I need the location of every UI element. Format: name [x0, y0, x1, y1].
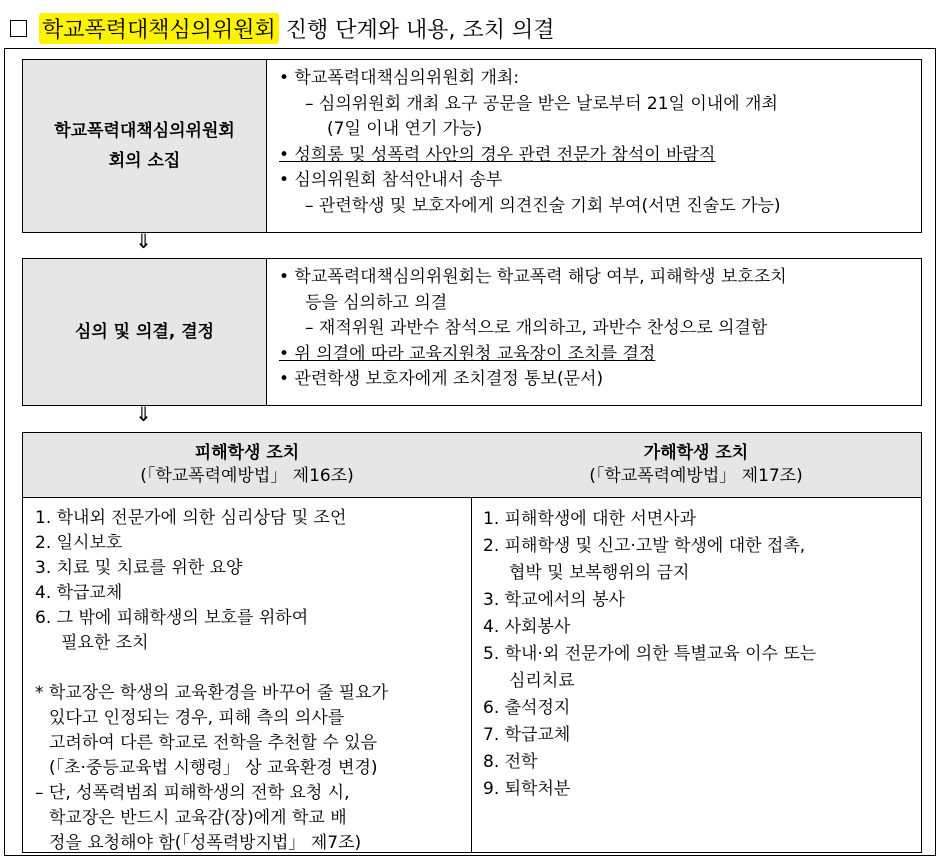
down-arrow-icon: ⇓	[135, 229, 152, 253]
note-line: * 학교장은 학생의 교육환경을 바꾸어 줄 필요가	[35, 683, 388, 703]
victim-header	[23, 433, 471, 498]
list-item: 5. 학내·외 전문가에 의한 특별교육 이수 또는	[483, 644, 817, 664]
note-line: 고려하여 다른 학교로 전학을 추천할 수 있음	[49, 733, 378, 753]
bullet-line	[279, 143, 911, 169]
offender-measures	[471, 433, 921, 852]
continuation-line: (7일 이내 연기 가능)	[327, 119, 483, 139]
checkbox-icon	[10, 20, 27, 37]
step-deliberation-content	[267, 259, 921, 405]
dash-line: – 관련학생 및 보호자에게 의견진술 기회 부여(서면 진술도 가능)	[305, 195, 781, 216]
note-line: – 단, 성폭력범죄 피해학생의 전학 요청 시,	[35, 783, 350, 803]
step-deliberation-label: 심의 및 의결, 결정	[23, 259, 267, 405]
note-line: (「초·중등교육법 시행령」 상 교육환경 변경)	[49, 758, 378, 778]
step-convene	[22, 59, 922, 233]
bullet-line: • 관련학생 보호자에게 조치결정 통보(문서)	[279, 369, 604, 389]
victim-list	[23, 498, 471, 856]
dash-line: – 심의위원회 개최 요구 공문을 받은 날로부터 21일 이내에 개최	[305, 93, 778, 114]
list-item-continuation: 필요한 조치	[61, 633, 149, 653]
down-arrow-icon: ⇓	[135, 402, 152, 426]
bullet-line: • 학교폭력대책심의위원회는 학교폭력 해당 여부, 피해학생 보호조치	[279, 267, 787, 287]
title-highlight: 학교폭력대책심의위원회	[39, 13, 279, 44]
bullet-line: • 심의위원회 참석안내서 송부	[279, 170, 503, 190]
note-line: 있다고 인정되는 경우, 피해 측의 의사를	[49, 708, 345, 728]
victim-measures	[23, 433, 472, 852]
step-convene-content	[267, 60, 921, 232]
note-line: 학교장은 반드시 교육감(장)에게 학교 배	[49, 808, 347, 828]
step-deliberation	[22, 258, 922, 406]
list-item: 4. 학급교체	[35, 583, 123, 603]
list-item: 6. 그 밖에 피해학생의 보호를 위하여	[35, 608, 309, 628]
offender-heading: 가해학생 조치	[643, 443, 749, 463]
measures-table	[22, 432, 922, 853]
underlined-text: • 성희롱 및 성폭력 사안의 경우 관련 전문가 참석이 바람직	[279, 144, 716, 165]
list-item: 2. 피해학생 및 신고·고발 학생에 대한 접촉,	[483, 536, 806, 556]
list-item: 4. 사회봉사	[483, 617, 571, 637]
victim-heading: 피해학생 조치	[194, 443, 300, 463]
list-item-continuation: 협박 및 보복행위의 금지	[509, 563, 690, 583]
list-item: 3. 학교에서의 봉사	[483, 590, 625, 610]
list-item: 1. 학내외 전문가에 의한 심리상담 및 조언	[35, 508, 347, 528]
offender-header	[471, 433, 921, 498]
offender-list	[471, 498, 921, 803]
underlined-text: • 위 의결에 따라 교육지원청 교육장이 조치를 결정	[279, 343, 656, 364]
list-item: 3. 치료 및 치료를 위한 요양	[35, 558, 243, 578]
list-item: 8. 전학	[483, 752, 538, 772]
step-convene-label-line2: 회의 소집	[108, 151, 181, 171]
bullet-line: • 학교폭력대책심의위원회 개최:	[279, 68, 520, 88]
note-line: 정을 요청해야 함(「성폭력방지법」 제7조)	[49, 833, 362, 853]
page-title	[10, 12, 555, 44]
list-item: 7. 학급교체	[483, 725, 571, 745]
title-rest: 진행 단계와 내용, 조치 의결	[278, 17, 555, 43]
list-item: 2. 일시보호	[35, 533, 123, 553]
dash-line: – 재적위원 과반수 참석으로 개의하고, 과반수 찬성으로 의결함	[305, 318, 768, 338]
step-convene-label	[23, 60, 267, 232]
list-item: 1. 피해학생에 대한 서면사과	[483, 509, 697, 529]
list-item: 6. 출석정지	[483, 698, 571, 718]
step-convene-label-line1: 학교폭력대책심의위원회	[54, 121, 235, 141]
victim-law: (「학교폭력예방법」 제16조)	[140, 466, 354, 486]
list-item: 9. 퇴학처분	[483, 779, 571, 799]
list-item-continuation: 심리치료	[509, 671, 575, 691]
bullet-line	[279, 342, 911, 368]
continuation-line: 등을 심의하고 의결	[305, 292, 448, 313]
offender-law: (「학교폭력예방법」 제17조)	[589, 466, 803, 486]
